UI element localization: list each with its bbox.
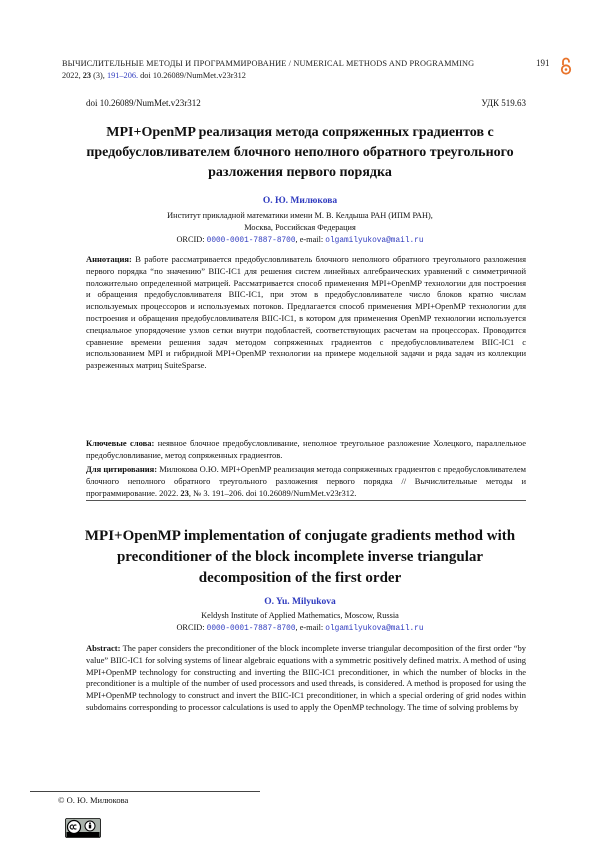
- orcid-link-english[interactable]: 0000-0001-7887-8700: [206, 625, 296, 633]
- affiliation-russian: [0, 210, 600, 247]
- doi-udk-line: [86, 98, 526, 108]
- footnote-rule: [30, 791, 260, 792]
- citation-text: Милюкова О.Ю. MPI+OpenMP реализация метода сопряженных градиентов с предобусловливателем блочного неполного обратного треугольного разложения первого порядка // Вычислительные методы и программирование. 2022.: [86, 464, 526, 498]
- citation-label: Для цитирования:: [86, 464, 158, 474]
- issue-volume: 23: [82, 71, 92, 80]
- abstract-label: Аннотация:: [86, 254, 132, 264]
- author-english: O. Yu. Milyukova: [264, 597, 336, 607]
- abstract-text-english: The paper considers the preconditioner of the block incomplete inverse triangular decomposition of the first order “by value” BIIC-IC1 for solving systems of linear algebraic equations with a symmetric positively defined matrix. A method of using MPI+OpenMP technology for constructing and inverting the BIIC-IC1 preconditioner, in which the number of blocks in the preconditioner is a multiple of the number of used processors and used threads, is considered. A method is proposed for using the MPI+OpenMP technology to construct and invert the BIIC-IC1 preconditioner, in which a special ordering of grid nodes within subdomains corresponding to processor calculations is used to apply the OpenMP technology. The time of solving problems by: [86, 643, 526, 712]
- email-label-english: , e-mail:: [295, 623, 324, 632]
- issue-number: (3),: [93, 71, 105, 80]
- orcid-label: ORCID:: [176, 235, 205, 244]
- udk-code: УДК 519.63: [481, 98, 526, 108]
- issue-pages-link[interactable]: 191–206.: [106, 71, 139, 80]
- title-english: MPI+OpenMP implementation of conjugate gradients method with preconditioner of the block incomplete inverse triangular decomposition of the first order: [84, 528, 516, 586]
- contact-line-english: [0, 622, 600, 635]
- affiliation-city: Москва, Российская Федерация: [244, 223, 356, 232]
- journal-name: ВЫЧИСЛИТЕЛЬНЫЕ МЕТОДЫ И ПРОГРАММИРОВАНИЕ / NUMERICAL METHODS AND PROGRAMMING: [62, 59, 475, 68]
- header-doi: doi 10.26089/NumMet.v23r312: [140, 71, 246, 80]
- contact-line-russian: [0, 234, 600, 247]
- citation-doi: doi 10.26089/NumMet.v23r312.: [245, 487, 357, 498]
- open-access-icon[interactable]: [560, 56, 572, 76]
- title-russian: MPI+OpenMP реализация метода сопряженных градиентов с предобусловливателем блочного неполного обратного треугольного разложения первого порядка: [86, 125, 514, 180]
- section-divider: [86, 500, 526, 501]
- abstract-label-english: Abstract:: [86, 643, 121, 653]
- cc-by-badge[interactable]: [65, 818, 101, 838]
- author-russian: О. Ю. Милюкова: [262, 196, 338, 206]
- affiliation-english: [0, 610, 600, 635]
- orcid-link[interactable]: 0000-0001-7887-8700: [206, 237, 296, 245]
- email-label: , e-mail:: [295, 235, 324, 244]
- abstract-russian: [86, 254, 526, 372]
- email-link-english[interactable]: olgamilyukova@mail.ru: [325, 625, 424, 633]
- journal-header: [62, 58, 562, 82]
- affiliation-institute-english: Keldysh Institute of Applied Mathematics, Moscow, Russia: [201, 611, 399, 620]
- keywords-label: Ключевые слова:: [86, 438, 155, 448]
- article-doi: doi 10.26089/NumMet.v23r312: [86, 98, 201, 108]
- email-link[interactable]: olgamilyukova@mail.ru: [325, 237, 424, 245]
- citation-volume: 23: [180, 487, 189, 498]
- issue-info: [62, 70, 562, 82]
- keywords-text: неявное блочное предобусловливание, неполное треугольное разложение Холецкого, параллельное предобусловливание, метод сопряженных градиентов.: [86, 438, 526, 460]
- page-number: 191: [536, 58, 550, 68]
- copyright-footnote: © О. Ю. Милюкова: [58, 795, 129, 805]
- orcid-label-english: ORCID:: [176, 623, 205, 632]
- abstract-text: В работе рассматривается предобусловливатель блочного неполного обратного треугольного разложения первого порядка “по значению” BIIC-IC1 для решения систем линейных алгебраических уравнений с симметричной положительно определенной матрицей. Рассматривается способ применения MPI+OpenMP технологии для построения и обращения предобусловливателя BIIC-IC1, при этом в предобусловливателе число блоков кратно числам используемых процессоров и используемых потоков. Предлагается способ применения MPI+OpenMP технологии для построения и обращения предобусловливателя BIIC-IC1, в котором для применения OpenMP технологии используется специальное упорядочение узлов сетки внутри подобластей, соответствующих расчетам на процессорах. Проводится сравнение времени решения задач методом сопряженных градиентов с предобусловливателем BIIC-IC1 с использованием MPI и гибридной MPI+OpenMP технологии на примере модельной задачи и ряда задач из коллекции разреженных матриц SuiteSparse.: [86, 254, 527, 371]
- affiliation-institute: Институт прикладной математики имени М. В. Келдыша РАН (ИПМ РАН),: [167, 211, 433, 220]
- keywords-russian: [86, 438, 526, 462]
- citation-russian: [86, 464, 526, 499]
- issue-year: 2022,: [62, 71, 81, 80]
- abstract-english: [86, 643, 526, 714]
- citation-issue: , № 3. 191–206.: [188, 487, 244, 498]
